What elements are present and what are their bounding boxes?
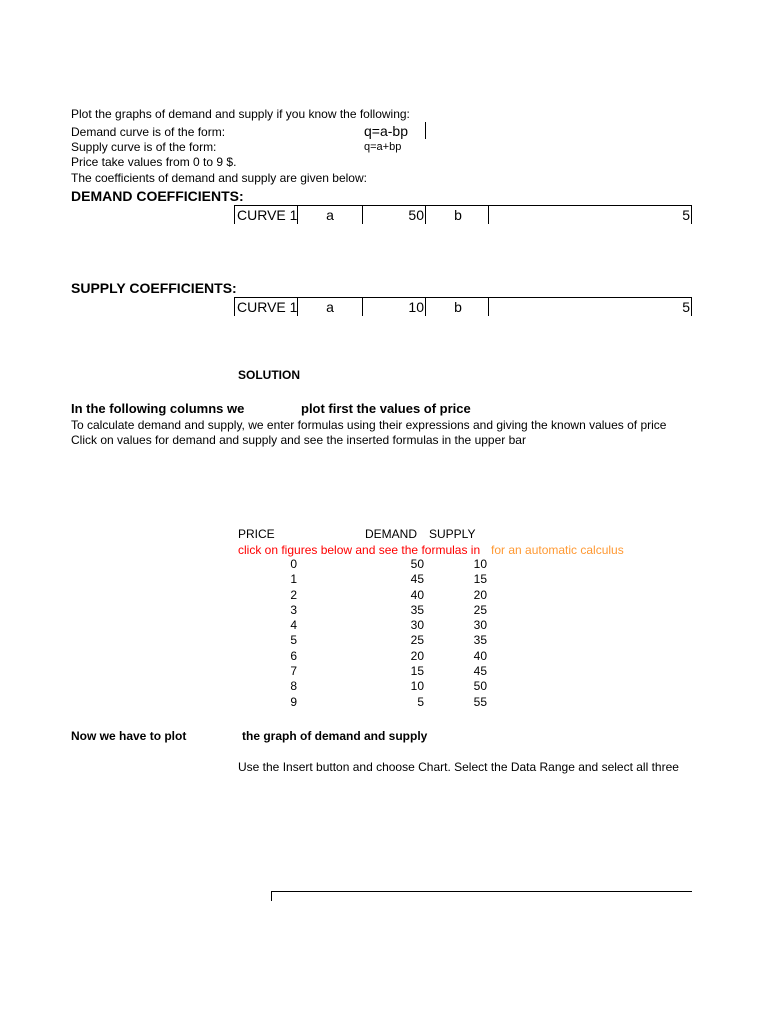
solution-heading: SOLUTION <box>238 368 300 382</box>
coefficients-intro: The coefficients of demand and supply are given below: <box>71 171 367 185</box>
demand-cell[interactable]: 30 <box>410 618 424 633</box>
price-cell[interactable]: 7 <box>290 664 297 679</box>
intro-line: Plot the graphs of demand and supply if you know the following: <box>71 107 410 121</box>
supply-b-label[interactable]: b <box>454 299 462 315</box>
price-cell[interactable]: 8 <box>290 679 297 694</box>
supply-cell[interactable]: 35 <box>473 633 487 648</box>
demand-coefficients-heading: DEMAND COEFFICIENTS: <box>71 188 244 204</box>
demand-b-value[interactable]: 5 <box>682 207 690 223</box>
demand-cell[interactable]: 40 <box>410 587 424 602</box>
demand-column-header: DEMAND <box>365 527 418 541</box>
cell-border <box>488 297 489 316</box>
cell-border <box>425 205 426 224</box>
supply-a-value[interactable]: 10 <box>408 299 424 315</box>
demand-cell[interactable]: 50 <box>410 557 424 571</box>
demand-cell[interactable]: 5 <box>417 694 424 709</box>
cell-border <box>297 205 298 224</box>
demand-curve-label[interactable]: CURVE 1 <box>237 207 297 223</box>
cell-border <box>234 297 235 316</box>
chart-frame-top <box>271 891 692 892</box>
supply-cell[interactable]: 15 <box>473 572 487 587</box>
price-column <box>268 557 297 710</box>
cell-border <box>234 205 235 224</box>
demand-a-value[interactable]: 50 <box>408 207 424 223</box>
demand-b-label[interactable]: b <box>454 207 462 223</box>
chart-instruction: Use the Insert button and choose Chart. Select the Data Range and select all three <box>238 760 679 774</box>
plot-label-a: Now we have to plot <box>71 729 187 743</box>
supply-cell[interactable]: 55 <box>473 694 487 709</box>
table-note-orange: for an automatic calculus <box>491 543 624 557</box>
demand-cell[interactable]: 20 <box>410 648 424 663</box>
cell-border <box>362 297 363 316</box>
supply-column-header: SUPPLY <box>429 527 476 541</box>
price-cell[interactable]: 6 <box>290 648 297 663</box>
solution-line-1: To calculate demand and supply, we enter formulas using their expressions and giving the known values of price <box>71 418 667 432</box>
supply-column <box>445 557 487 710</box>
price-cell[interactable]: 2 <box>290 587 297 602</box>
row-top-border <box>234 205 692 206</box>
supply-cell[interactable]: 45 <box>473 664 487 679</box>
solution-line-2: Click on values for demand and supply and see the inserted formulas in the upper bar <box>71 433 526 447</box>
supply-a-label[interactable]: a <box>326 299 334 315</box>
price-column-header: PRICE <box>238 527 275 541</box>
solution-subheading-a: In the following columns we <box>71 401 245 416</box>
supply-cell[interactable]: 50 <box>473 679 487 694</box>
supply-coefficients-heading: SUPPLY COEFFICIENTS: <box>71 280 237 296</box>
demand-cell[interactable]: 25 <box>410 633 424 648</box>
table-note-red: click on figures below and see the formulas in <box>238 543 481 557</box>
demand-column <box>380 557 424 710</box>
demand-cell[interactable]: 45 <box>410 572 424 587</box>
price-range-text: Price take values from 0 to 9 $. <box>71 155 237 169</box>
demand-a-label[interactable]: a <box>326 207 334 223</box>
price-cell[interactable]: 4 <box>290 618 297 633</box>
cell-border <box>691 297 692 316</box>
demand-formula[interactable]: q=a-bp <box>364 123 408 139</box>
supply-cell[interactable]: 30 <box>473 618 487 633</box>
cell-border <box>425 297 426 316</box>
row-top-border <box>234 297 692 298</box>
price-cell[interactable]: 3 <box>290 602 297 617</box>
supply-cell[interactable]: 40 <box>473 648 487 663</box>
supply-formula[interactable]: q=a+bp <box>364 141 402 153</box>
price-cell[interactable]: 1 <box>290 572 297 587</box>
solution-subheading-b: plot first the values of price <box>301 401 471 416</box>
supply-cell[interactable]: 25 <box>473 602 487 617</box>
cell-border <box>425 122 426 139</box>
demand-cell[interactable]: 35 <box>410 602 424 617</box>
demand-form-label: Demand curve is of the form: <box>71 125 226 139</box>
price-cell[interactable]: 9 <box>290 694 297 709</box>
cell-border <box>362 205 363 224</box>
plot-label-b: the graph of demand and supply <box>242 729 428 743</box>
price-cell[interactable]: 5 <box>290 633 297 648</box>
demand-cell[interactable]: 10 <box>410 679 424 694</box>
chart-frame-left <box>271 891 272 901</box>
supply-curve-label[interactable]: CURVE 1 <box>237 299 297 315</box>
cell-border <box>297 297 298 316</box>
cell-border <box>488 205 489 224</box>
cell-border <box>691 205 692 224</box>
supply-b-value[interactable]: 5 <box>682 299 690 315</box>
price-cell[interactable]: 0 <box>290 557 297 571</box>
supply-cell[interactable]: 10 <box>473 557 487 571</box>
supply-cell[interactable]: 20 <box>473 587 487 602</box>
demand-cell[interactable]: 15 <box>410 664 424 679</box>
supply-form-label: Supply curve is of the form: <box>71 140 217 154</box>
